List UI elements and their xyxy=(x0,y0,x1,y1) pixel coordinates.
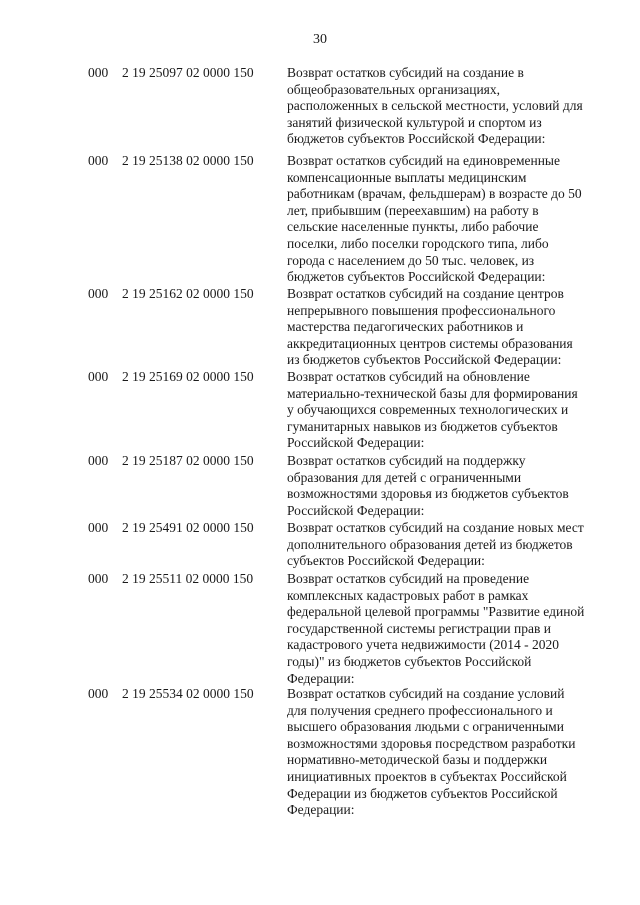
admin-code: 000 xyxy=(88,686,109,701)
table-row xyxy=(0,65,640,153)
code-description: Возврат остатков субсидий на создание в общеобразовательных организациях, расположенных в сельской местности, условий для занятий физической культурой и спортом из бюджетов субъектов Российской Федерации: xyxy=(287,65,583,147)
admin-code: 000 xyxy=(88,520,109,535)
budget-classification-code: 2 19 25511 02 0000 150 xyxy=(122,571,254,586)
code-description: Возврат остатков субсидий на проведение комплексных кадастровых работ в рамках федеральной целевой программы "Развитие единой государственной системы регистрации прав и кадастрового учета недвижимости (2014 - 2020 годы)" из бюджетов субъектов Российской Федерации: xyxy=(287,571,585,686)
table-row xyxy=(0,686,640,826)
code-description: Возврат остатков субсидий на обновление материально-технической базы для формирования у обучающихся современных технологических и гуманитарных навыков из бюджетов субъектов Российской Федерации: xyxy=(287,369,578,451)
budget-classification-code: 2 19 25138 02 0000 150 xyxy=(122,153,254,168)
admin-code: 000 xyxy=(88,286,109,301)
admin-code: 000 xyxy=(88,369,109,384)
budget-classification-code: 2 19 25534 02 0000 150 xyxy=(122,686,254,701)
page-number: 30 xyxy=(313,32,327,47)
code-description: Возврат остатков субсидий на создание условий для получения среднего профессионального и высшего образования людьми с ограниченными возможностями здоровья посредством разработки нормативно-методической базы и поддержки инициативных проектов в субъектах Российской Федерации из бюджетов субъектов Российской Федерации: xyxy=(287,686,576,818)
admin-code: 000 xyxy=(88,153,109,168)
table-row xyxy=(0,453,640,520)
admin-code: 000 xyxy=(88,453,109,468)
code-description: Возврат остатков субсидий на единовременные компенсационные выплаты медицинским работникам (врачам, фельдшерам) в возрасте до 50 лет, прибывшим (переехавшим) на работу в сельские населенные пункты, либо рабочие поселки, либо поселки городского типа, либо города с населением до 50 тыс. человек, из бюджетов субъектов Российской Федерации: xyxy=(287,153,582,285)
budget-classification-code: 2 19 25169 02 0000 150 xyxy=(122,369,254,384)
budget-classification-code: 2 19 25162 02 0000 150 xyxy=(122,286,254,301)
admin-code: 000 xyxy=(88,571,109,586)
table-row xyxy=(0,286,640,369)
code-description: Возврат остатков субсидий на поддержку образования для детей с ограниченными возможностями здоровья из бюджетов субъектов Российской Федерации: xyxy=(287,453,569,518)
budget-classification-code: 2 19 25491 02 0000 150 xyxy=(122,520,254,535)
table-row xyxy=(0,571,640,686)
table-row xyxy=(0,369,640,453)
admin-code: 000 xyxy=(88,65,109,80)
budget-classification-code: 2 19 25097 02 0000 150 xyxy=(122,65,254,80)
table-row xyxy=(0,520,640,571)
budget-classification-code: 2 19 25187 02 0000 150 xyxy=(122,453,254,468)
table-row xyxy=(0,153,640,286)
code-description: Возврат остатков субсидий на создание центров непрерывного повышения профессионального мастерства педагогических работников и аккредитационных центров системы образования из бюджетов субъектов Российской Федерации: xyxy=(287,286,573,368)
budget-codes-table xyxy=(0,65,640,826)
code-description: Возврат остатков субсидий на создание новых мест дополнительного образования детей из бюджетов субъектов Российской Федерации: xyxy=(287,520,584,569)
